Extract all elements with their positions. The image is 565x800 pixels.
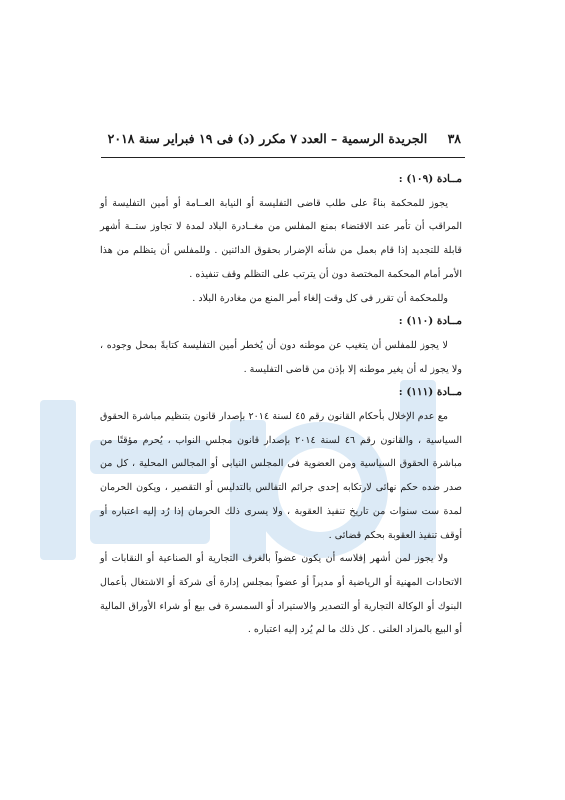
article-109 — [100, 168, 462, 310]
article-heading: مــادة (١١١) : — [398, 386, 462, 399]
page-number: ٣٨ — [447, 131, 461, 146]
article-110 — [100, 310, 462, 381]
article-paragraph: يجوز للمحكمة بناءً على طلب قاضى التفليسة أو النيابة العــامة أو أمين التفليسة أو المراقب أن تأمر عند الاقتضاء بمنع المفلس من مغــادرة البلاد لمدة لا تجاوز ستــة أشهر قابلة للتجديد إذا قام بعمل من شأنه الإضرار بحقوق الدائنين . وللمفلس أن يتظلم من هذا الأمر أمام المحكمة المختصة دون أن يترتب على التظلم وقف تنفيذه . — [100, 197, 462, 280]
article-paragraph: ولا يجوز لمن أشهر إفلاسه أن يكون عضواً بالغرف التجارية أو الصناعية أو النقابات أو الاتحادات المهنية أو الرياضية أو مديراً أو عضواً بمجلس إدارة أى شركة أو الاشتغال بأعمال البنوك أو الوكالة التجارية أو التصدير والاستيراد أو السمسرة فى بيع أو شراء الأوراق المالية أو البيع بالمزاد العلنى . كل ذلك ما لم يُرد إليه اعتباره . — [100, 553, 462, 636]
page-header — [104, 131, 461, 146]
article-paragraph: وللمحكمة أن تقرر فى كل وقت إلغاء أمر المنع من مغادرة البلاد . — [192, 292, 448, 304]
gazette-title: الجريدة الرسمية – العدد ٧ مكرر (د) فى ١٩ فبراير سنة ٢٠١٨ — [107, 131, 428, 146]
article-111 — [100, 381, 462, 642]
header-divider — [101, 157, 465, 158]
article-paragraph: مع عدم الإخلال بأحكام القانون رقم ٤٥ لسنة ٢٠١٤ بإصدار قانون بتنظيم مباشرة الحقوق السياسية ، والقانون رقم ٤٦ لسنة ٢٠١٤ بإصدار قانون مجلس النواب ، يُحرم مؤقتًا من مباشرة الحقوق السياسية ومن العضوية فى المجلس النيابى أو المجالس المحلية ، كل من صدر ضده حكم نهائى لارتكابه إحدى جرائم التفالس بالتدليس أو التقصير ، ويكون الحرمان لمدة ست سنوات من تاريخ تنفيذ العقوبة ، ولا يسرى ذلك الحرمان إذا رُد إليه اعتباره أو أوقف تنفيذ العقوبة بحكم قضائى . — [100, 411, 462, 541]
article-paragraph: لا يجوز للمفلس أن يتغيب عن موطنه دون أن يُخطر أمين التفليسة كتابةً بمحل وجوده ، ولا يجوز له أن يغير موطنه إلا بإذن من قاضى التفليسة . — [100, 339, 462, 375]
article-heading: مــادة (١١٠) : — [398, 315, 462, 328]
article-heading: مــادة (١٠٩) : — [398, 173, 462, 185]
document-body — [100, 168, 462, 642]
